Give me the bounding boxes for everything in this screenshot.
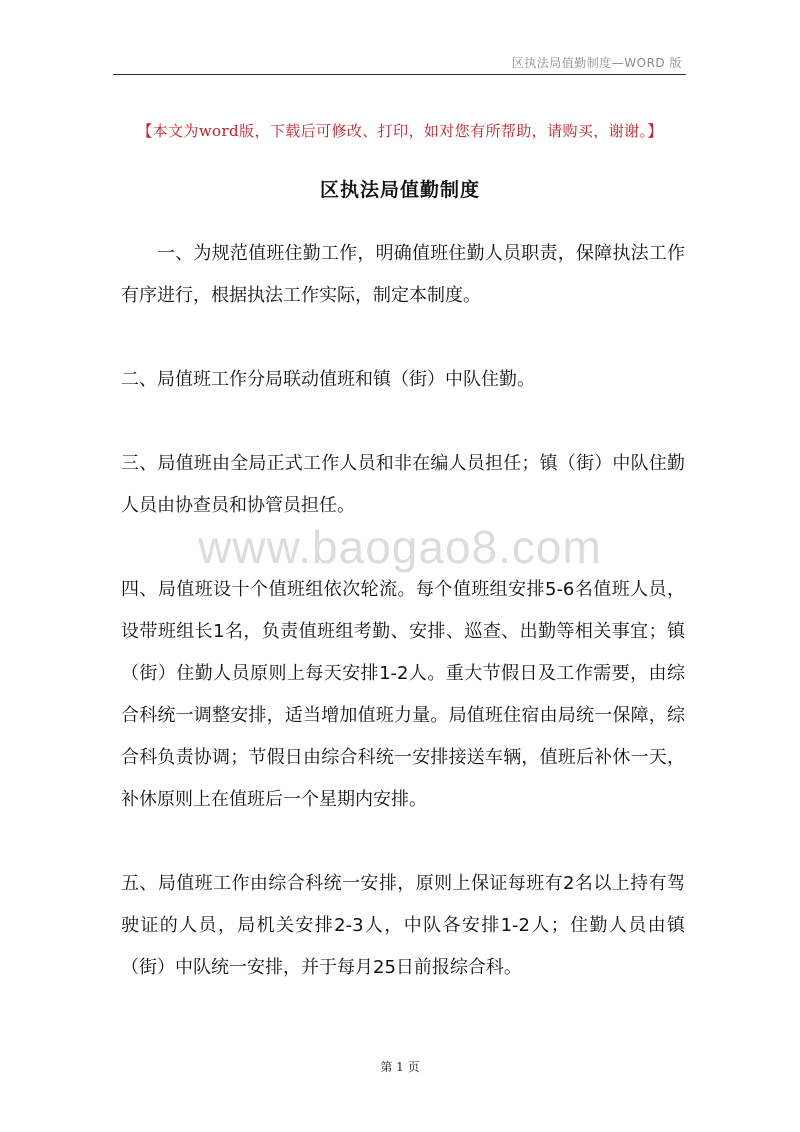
document-title: 区执法局值勤制度: [319, 179, 480, 201]
download-notice: 【本文为word版，下载后可修改、打印，如对您有所帮助，请购买，谢谢。】: [137, 122, 663, 140]
running-header: 区执法局值勤制度—WORD 版: [511, 56, 682, 70]
watermark: www.baogao8.com: [198, 521, 602, 573]
page-number: 第 1 页: [380, 1060, 420, 1074]
paragraph-1: 一、为规范值班住勤工作，明确值班住勤人员职责，保障执法工作有序进行，根据执法工作实际，制定本制度。: [121, 243, 685, 306]
paragraph-2: 二、局值班工作分局联动值班和镇（街）中队住勤。: [121, 369, 535, 390]
paragraph-3: 三、局值班由全局正式工作人员和非在编人员担任；镇（街）中队住勤人员由协查员和协管员担任。: [121, 453, 685, 516]
document-body: [121, 233, 685, 1031]
paragraph-4: 四、局值班设十个值班组依次轮流。每个值班组安排5-6名值班人员，设带班组长1名，负责值班组考勤、安排、巡查、出勤等相关事宜；镇（街）住勤人员原则上每天安排1-2人。重大节假日及工作需要，由综合科统一调整安排，适当增加值班力量。局值班住宿由局统一保障，综合科负责协调；节假日由综合科统一安排接送车辆，值班后补休一天，补休原则上在值班后一个星期内安排。: [121, 579, 685, 810]
header-divider: [113, 74, 686, 75]
paragraph-5: 五、局值班工作由综合科统一安排，原则上保证每班有2名以上持有驾驶证的人员，局机关安排2-3人，中队各安排1-2人；住勤人员由镇（街）中队统一安排，并于每月25日前报综合科。: [121, 873, 685, 978]
